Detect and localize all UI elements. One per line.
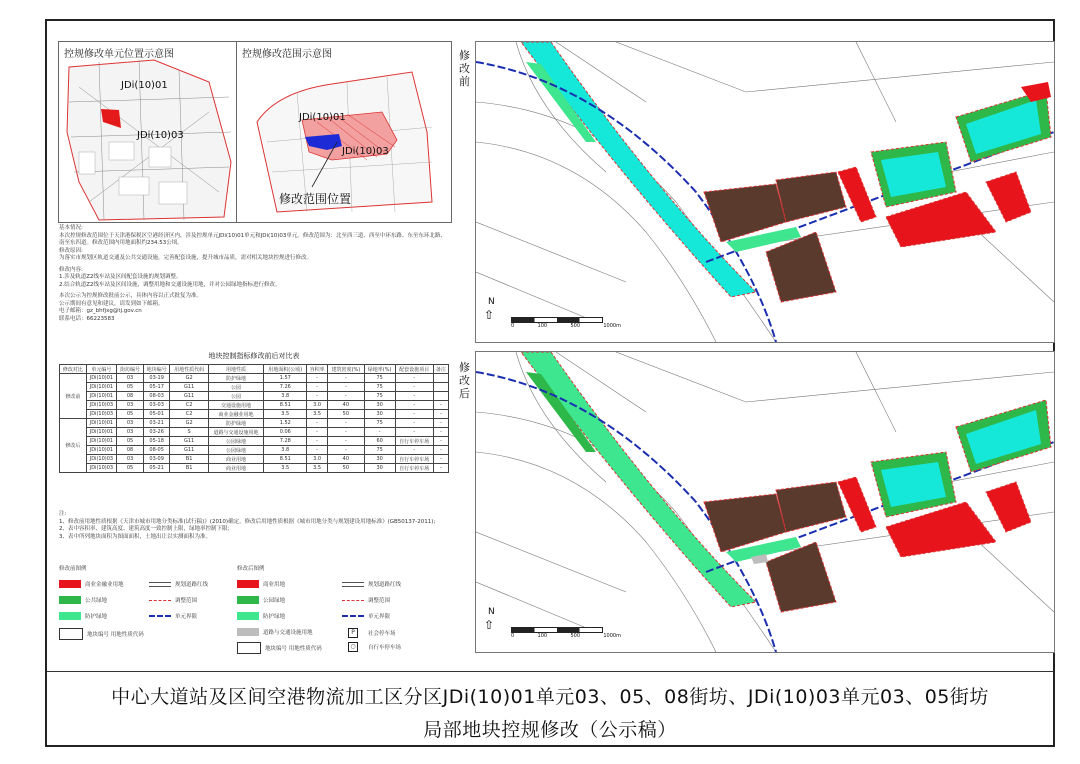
cell: 防护绿地 — [208, 419, 264, 428]
cell: 防护绿地 — [208, 374, 264, 383]
footnote-item: 2、表中容积率、建筑高度、建筑高度一致控制上限，绿地率控制下限； — [59, 526, 234, 532]
legend-item-protective: 防护绿地 — [237, 612, 285, 620]
cell: 08 — [117, 446, 144, 455]
cell: - — [328, 437, 365, 446]
cell: 7.26 — [264, 383, 307, 392]
cell: 商业金融业用地 — [208, 410, 264, 419]
legend-item-unit-boundary: 单元界限 — [342, 612, 390, 620]
cell: 交通设施用地 — [208, 401, 264, 410]
cell: - — [307, 383, 328, 392]
cell: 8.51 — [264, 455, 307, 464]
cell: 8.51 — [264, 401, 307, 410]
cell: 3.0 — [307, 455, 328, 464]
cell: 05 — [117, 383, 144, 392]
cell: 03 — [117, 428, 144, 437]
content-heading: 修改内容: — [59, 266, 83, 273]
location-map-title: 控规修改单元位置示意图 — [64, 49, 174, 60]
footnotes — [59, 511, 449, 541]
group-label: 修改前 — [60, 374, 87, 419]
col-header: 备注 — [433, 365, 448, 374]
table-row — [60, 446, 449, 455]
cell: 05-01 — [143, 410, 170, 419]
cell: G2 — [170, 374, 208, 383]
cell: - — [395, 428, 433, 437]
email-label: 电子邮箱： — [59, 308, 87, 314]
col-header: 地块编号 — [143, 365, 170, 374]
legend-item-adjust-range: 调整范围 — [342, 596, 390, 604]
cell: 03-21 — [143, 419, 170, 428]
reason-heading: 修改原因: — [59, 247, 83, 254]
cell: 03 — [117, 374, 144, 383]
cell: - — [307, 446, 328, 455]
cell: 08 — [117, 392, 144, 401]
cell: - — [433, 446, 448, 455]
email-value[interactable]: gz_bhfjxg@tj.gov.cn — [86, 308, 142, 314]
cell: 1.57 — [264, 374, 307, 383]
cell: 公园 — [208, 392, 264, 401]
cell: 50 — [328, 410, 365, 419]
sheet-title — [47, 671, 1053, 746]
scale-ticks: 0 100 500 1000m — [511, 633, 621, 639]
cell: 03-26 — [143, 428, 170, 437]
cell — [433, 374, 448, 383]
footnote-item: 3、表中所列地块面积为图面面积，土地出让以实测面积为准。 — [59, 533, 212, 540]
cell: 05-17 — [143, 383, 170, 392]
bicycle-icon: ○ — [348, 642, 358, 652]
map-after — [475, 351, 1055, 653]
cell: 商业用地 — [208, 464, 264, 473]
cell — [433, 383, 448, 392]
legend-item-road-line: 规划道路红线 — [342, 580, 401, 588]
scope-label-01: JDi(10)01 — [299, 112, 346, 123]
table-row — [60, 464, 449, 473]
table-row — [60, 455, 449, 464]
legend-item-commercial: 商业金融业用地 — [59, 580, 124, 588]
public-text: 本次公示为控规修改批前公示，具体内容以正式批复为准。 — [59, 293, 203, 299]
col-header: 容积率 — [307, 365, 328, 374]
cell: - — [307, 374, 328, 383]
scope-label-03: JDi(10)03 — [342, 146, 389, 157]
map-before — [475, 41, 1055, 343]
cell: 30 — [364, 464, 395, 473]
cell: 03-19 — [143, 374, 170, 383]
north-arrow-icon: ⇧ — [484, 618, 495, 632]
scope-map-title: 控规修改范围示意图 — [242, 49, 332, 60]
cell: 3.5 — [264, 464, 307, 473]
cell: 3.0 — [307, 401, 328, 410]
notes-section — [59, 225, 449, 345]
col-header: 配套设施项目 — [395, 365, 433, 374]
legend-item-plot-code: 地块编号 用地性质代码 — [237, 642, 322, 654]
group-label: 修改后 — [60, 419, 87, 473]
cell: 公园 — [208, 383, 264, 392]
north-arrow-label: N — [488, 297, 495, 307]
cell: - — [307, 419, 328, 428]
cell: 75 — [364, 419, 395, 428]
cell: 道路与交通设施用地 — [208, 428, 264, 437]
legend-item-unit-boundary: 单元界限 — [149, 612, 197, 620]
legend-after-title: 修改后图例 — [237, 566, 265, 572]
table-row — [60, 392, 449, 401]
legend-item-park: 公园绿地 — [237, 596, 285, 604]
unit-label-01: JDi(10)01 — [121, 80, 168, 91]
table-header-row — [60, 365, 449, 374]
cell: - — [395, 383, 433, 392]
col-header: 用地面积(公顷) — [264, 365, 307, 374]
parking-icon: P — [348, 628, 358, 638]
cell: - — [364, 428, 395, 437]
cell: - — [433, 455, 448, 464]
cell: - — [395, 374, 433, 383]
cell: 自行车停车场 — [395, 455, 433, 464]
cell: 自行车停车场 — [395, 437, 433, 446]
cell: 05 — [117, 410, 144, 419]
table-title: 地块控制指标修改前后对比表 — [208, 352, 300, 360]
cell: JDi(10)03 — [86, 464, 117, 473]
content-item: 1.涉及轨道Z2线车站及区间配套设施的规划调整。 — [59, 274, 182, 280]
cell: 03 — [117, 419, 144, 428]
legend-item-park: 公共绿地 — [59, 596, 107, 604]
title-line-2: 局部地块控规修改（公示稿） — [423, 719, 677, 741]
legend-after — [237, 566, 449, 666]
location-map — [58, 41, 238, 223]
cell: 75 — [364, 383, 395, 392]
cell: - — [433, 419, 448, 428]
cell: 商业用地 — [208, 455, 264, 464]
legend-item-adjust-range: 调整范围 — [149, 596, 197, 604]
map-before-graphic — [476, 42, 1054, 342]
cell: - — [395, 392, 433, 401]
content-item: 2.结合轨道Z2线车站及区间设施，调整用地和交通设施用地，并对公园绿地指标进行修改。 — [59, 281, 281, 288]
legend-item-bike-parking: ○ 自行车停车场 — [342, 642, 401, 652]
cell: 40 — [328, 455, 365, 464]
cell: 05-21 — [143, 464, 170, 473]
control-index-table — [59, 351, 449, 473]
cell: - — [307, 392, 328, 401]
legend-item-transport: 道路与交通设施用地 — [237, 628, 313, 636]
cell: 40 — [328, 401, 365, 410]
cell: G11 — [170, 392, 208, 401]
map-after-graphic — [476, 352, 1054, 652]
cell: 公园绿地 — [208, 446, 264, 455]
plan-sheet-frame — [45, 19, 1055, 747]
label-after: 修改后 — [459, 361, 470, 400]
cell: G2 — [170, 419, 208, 428]
cell: - — [307, 437, 328, 446]
cell: - — [433, 464, 448, 473]
cell: B1 — [170, 464, 208, 473]
table-row — [60, 419, 449, 428]
scope-callout: 修改范围位置 — [279, 192, 352, 206]
cell: 03-09 — [143, 455, 170, 464]
cell: 30 — [364, 401, 395, 410]
cell: - — [328, 419, 365, 428]
cell: 05-18 — [143, 437, 170, 446]
label-before: 修改前 — [459, 49, 470, 88]
footnote-heading: 注: — [59, 511, 67, 517]
cell: - — [433, 428, 448, 437]
scale-ticks: 0 100 500 1000m — [511, 323, 621, 329]
cell: JDi(10)03 — [86, 410, 117, 419]
cell: 1.52 — [264, 419, 307, 428]
cell: G11 — [170, 437, 208, 446]
cell: C2 — [170, 410, 208, 419]
table-row — [60, 428, 449, 437]
cell: - — [395, 410, 433, 419]
col-header: 用地性质代码 — [170, 365, 208, 374]
cell: - — [395, 401, 433, 410]
col-header: 用地性质 — [208, 365, 264, 374]
col-header: 建筑密度(%) — [328, 365, 365, 374]
cell: 30 — [364, 410, 395, 419]
cell: 50 — [328, 464, 365, 473]
cell: 05 — [117, 437, 144, 446]
cell: 自行车停车场 — [395, 464, 433, 473]
col-header: 绿地率(%) — [364, 365, 395, 374]
cell: 3.8 — [264, 392, 307, 401]
phone-value: 66223583 — [86, 315, 115, 322]
cell: - — [328, 428, 365, 437]
cell: 3.5 — [307, 464, 328, 473]
table-row — [60, 410, 449, 419]
cell: 公园绿地 — [208, 437, 264, 446]
cell: S — [170, 428, 208, 437]
north-arrow-label: N — [488, 607, 495, 617]
cell: 60 — [364, 437, 395, 446]
cell: 0.06 — [264, 428, 307, 437]
legend-item-parking: P 社会停车场 — [342, 628, 396, 638]
cell: JDi(10)01 — [86, 446, 117, 455]
cell: JDi(10)01 — [86, 428, 117, 437]
cell: - — [433, 401, 448, 410]
table-row — [60, 383, 449, 392]
cell: JDi(10)01 — [86, 419, 117, 428]
cell: G11 — [170, 383, 208, 392]
cell: 75 — [364, 392, 395, 401]
basic-text: 本次控规修改范围位于天津港保税区空港经济区内，涉及控规单元JDi(10)01单元和JDi(10)03单元。修改范围为：北至西三道、西至中环东路、东至东环北路、南至东四道。修改范围内用地面积约234.53公顷。 — [59, 232, 446, 246]
cell: JDi(10)01 — [86, 383, 117, 392]
cell: 7.28 — [264, 437, 307, 446]
cell — [433, 392, 448, 401]
cell: - — [307, 428, 328, 437]
cell: JDi(10)01 — [86, 437, 117, 446]
cell: - — [433, 410, 448, 419]
cell: 03 — [117, 455, 144, 464]
legend-before-title: 修改前图例 — [59, 566, 87, 572]
legend-before — [59, 566, 239, 666]
col-header: 单元编号 — [86, 365, 117, 374]
cell: 03 — [117, 401, 144, 410]
cell: 03-03 — [143, 401, 170, 410]
legend-item-protective: 防护绿地 — [59, 612, 107, 620]
cell: JDi(10)01 — [86, 392, 117, 401]
cell: JDi(10)01 — [86, 374, 117, 383]
table-row — [60, 437, 449, 446]
col-header: 修改对比 — [60, 365, 87, 374]
feedback-text: 公示期间有意见和建议，请发到如下邮箱。 — [59, 300, 164, 307]
comparison-table — [59, 364, 449, 473]
cell: 75 — [364, 446, 395, 455]
cell: 05 — [117, 464, 144, 473]
cell: 75 — [364, 374, 395, 383]
cell: - — [328, 374, 365, 383]
legend-item-road-line: 规划道路红线 — [149, 580, 208, 588]
cell: 08-05 — [143, 446, 170, 455]
cell: 3.5 — [307, 410, 328, 419]
reason-text: 为落实市规划区轨道交通及公共交通设施，完善配套设施，提升城市品质，需对相关地块控规进行修改。 — [59, 255, 313, 261]
cell: - — [395, 446, 433, 455]
cell: - — [328, 446, 365, 455]
cell: JDi(10)03 — [86, 455, 117, 464]
cell: 08-03 — [143, 392, 170, 401]
cell: B1 — [170, 455, 208, 464]
cell: - — [433, 437, 448, 446]
table-row — [60, 401, 449, 410]
legend-item-commercial: 商业用地 — [237, 580, 285, 588]
scope-map — [236, 41, 452, 223]
basic-heading: 基本情况: — [59, 225, 83, 231]
phone-label: 联系电话： — [59, 315, 87, 322]
table-row — [60, 374, 449, 383]
col-header: 街坊编号 — [117, 365, 144, 374]
cell: - — [328, 392, 365, 401]
cell: G11 — [170, 446, 208, 455]
cell: JDi(10)03 — [86, 401, 117, 410]
title-line-1: 中心大道站及区间空港物流加工区分区JDi(10)01单元03、05、08街坊、JDi(10)03单元03、05街坊 — [111, 686, 989, 708]
cell: 30 — [364, 455, 395, 464]
cell: - — [395, 419, 433, 428]
cell: 3.5 — [264, 410, 307, 419]
cell: C2 — [170, 401, 208, 410]
north-arrow-icon: ⇧ — [484, 308, 495, 322]
footnote-item: 1、修改前用地性质根据《天津市城市用地分类标准(试行稿)》(2010)确定，修改后用地性质根据《城市用地分类与规划建设用地标准》(GB50137-2011)； — [59, 518, 439, 525]
cell: - — [328, 383, 365, 392]
unit-label-03: JDi(10)03 — [137, 130, 184, 141]
legend-item-plot-code: 地块编号 用地性质代码 — [59, 628, 144, 640]
cell: 3.8 — [264, 446, 307, 455]
